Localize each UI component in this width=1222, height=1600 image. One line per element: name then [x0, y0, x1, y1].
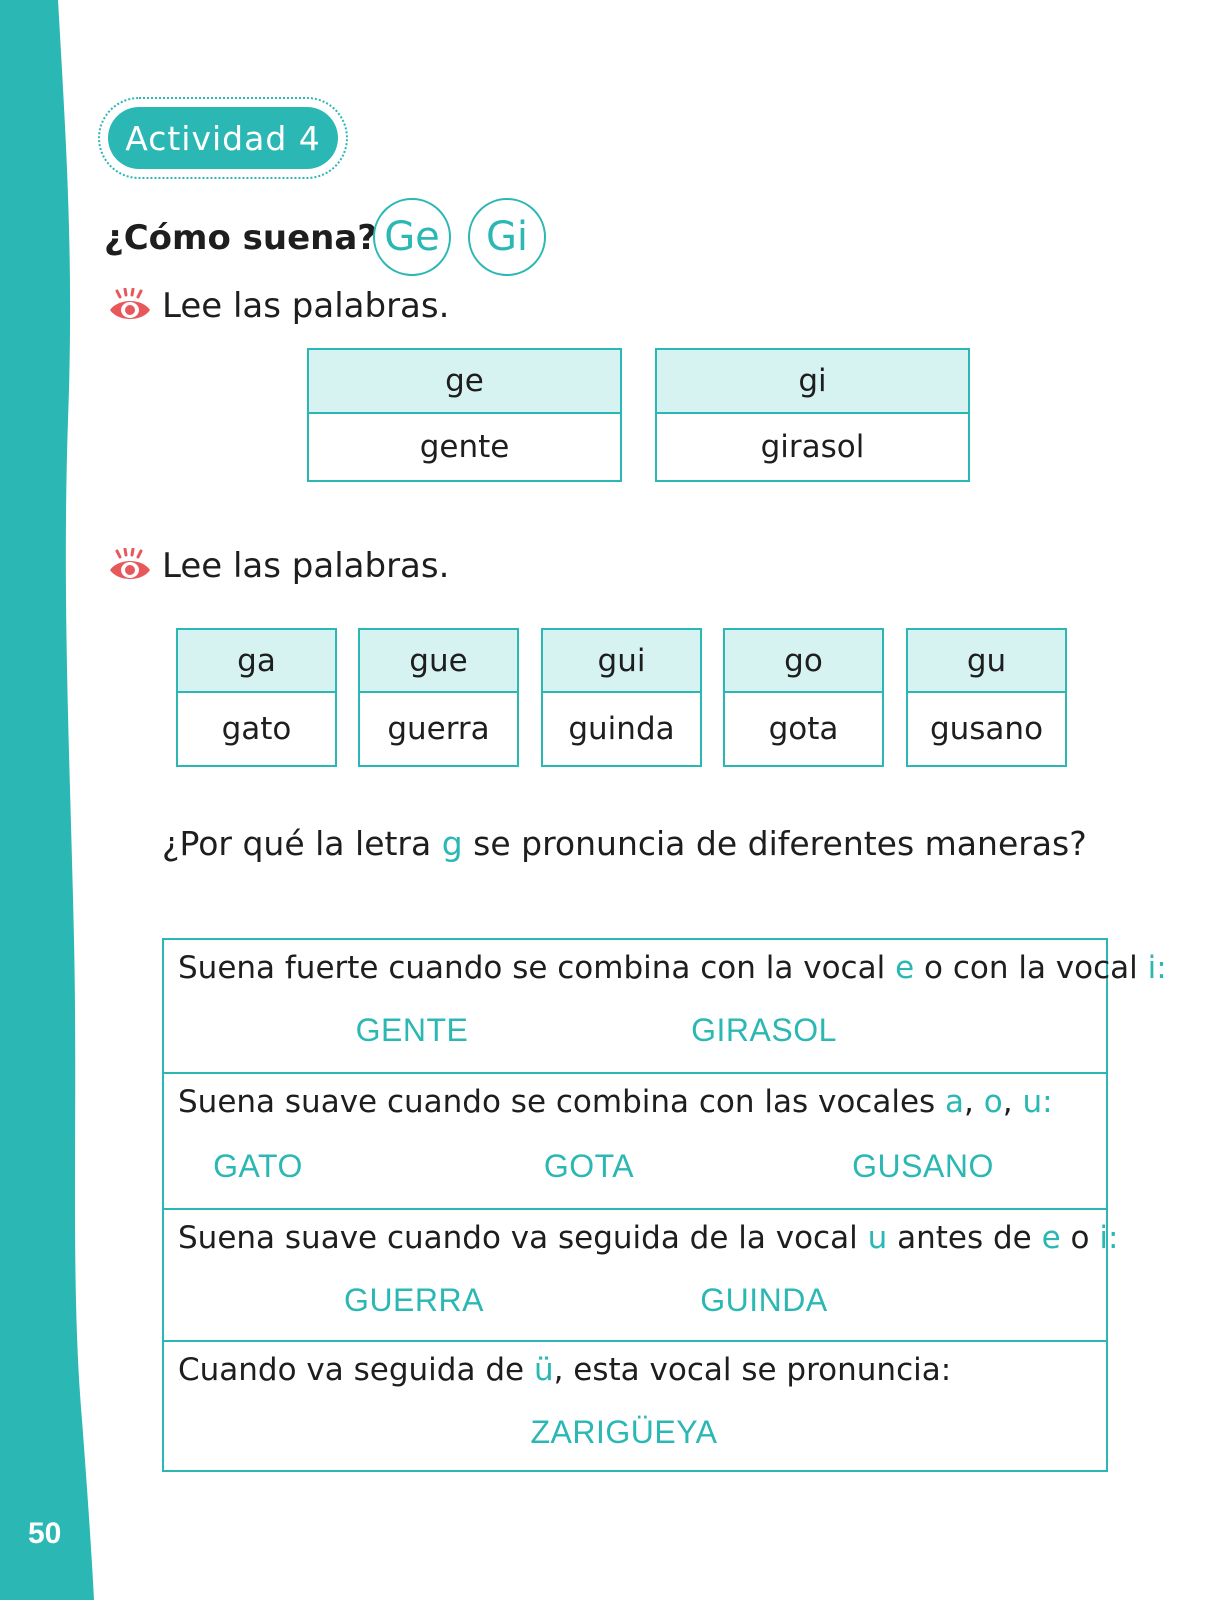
rule-text: Suena suave cuando va seguida de la vocal u antes de e o i:: [178, 1220, 1119, 1256]
answer-word: GATO: [213, 1148, 303, 1184]
question-before: ¿Por qué la letra: [162, 824, 442, 863]
table-head-syllable: ge: [309, 350, 620, 414]
table-gui: [541, 628, 702, 767]
rule-text: Cuando va seguida de ü, esta vocal se pronuncia:: [178, 1352, 952, 1388]
table-head-syllable: go: [725, 630, 882, 693]
table-gi: [655, 348, 970, 482]
answer-word: GENTE: [355, 1012, 469, 1048]
eye-icon: [108, 548, 152, 584]
table-body-word: gota: [768, 711, 839, 747]
activity-label: Actividad 4: [108, 107, 338, 169]
answer-word: ZARIGÜEYA: [530, 1414, 718, 1450]
table-gue: [358, 628, 519, 767]
answer-word: GOTA: [543, 1148, 635, 1184]
table-head-syllable: ga: [178, 630, 335, 693]
table-head-syllable: gui: [543, 630, 700, 693]
instruction-read-2: [108, 546, 449, 586]
table-ga: [176, 628, 337, 767]
sound-ge: Ge: [373, 198, 451, 276]
table-body-word: girasol: [760, 429, 865, 465]
table-gu: [906, 628, 1067, 767]
rules-box: [162, 938, 1167, 1472]
table-head-syllable: gi: [657, 350, 968, 414]
answer-word: GUINDA: [700, 1282, 828, 1318]
table-body-word: gato: [221, 711, 292, 747]
table-body-word: guerra: [387, 711, 490, 747]
answer-word: GUERRA: [344, 1282, 484, 1318]
answer-word: GUSANO: [852, 1148, 994, 1184]
question-letter: g: [441, 824, 463, 863]
page-number: 50: [28, 1517, 62, 1550]
rule-row-2: [164, 1072, 1106, 1208]
table-body-word: gente: [419, 429, 510, 465]
question-after: se pronuncia de diferentes maneras?: [462, 824, 1087, 863]
table-body-word: gusano: [929, 711, 1044, 747]
side-band: [0, 0, 100, 1600]
instruction-read-1: [108, 286, 449, 326]
sound-gi: Gi: [468, 198, 546, 276]
activity-badge: [98, 97, 348, 179]
table-go: [723, 628, 884, 767]
table-ge: [307, 348, 622, 482]
table-body-word: guinda: [568, 711, 675, 747]
rule-text: Suena suave cuando se combina con las vocales a, o, u:: [178, 1084, 1053, 1120]
table-head-syllable: gu: [908, 630, 1065, 693]
instruction-text: Lee las palabras.: [162, 546, 450, 586]
rule-row-3: [164, 1208, 1119, 1340]
rule-row-1: [164, 940, 1167, 1072]
rule-row-4: [164, 1340, 1106, 1470]
eye-icon: [108, 288, 152, 324]
heading-question: ¿Cómo suena?: [104, 218, 378, 258]
question-text: [162, 824, 1087, 863]
rule-text: Suena fuerte cuando se combina con la vocal e o con la vocal i:: [178, 950, 1167, 986]
answer-word: GIRASOL: [691, 1012, 837, 1048]
instruction-text: Lee las palabras.: [162, 286, 450, 326]
table-head-syllable: gue: [360, 630, 517, 693]
